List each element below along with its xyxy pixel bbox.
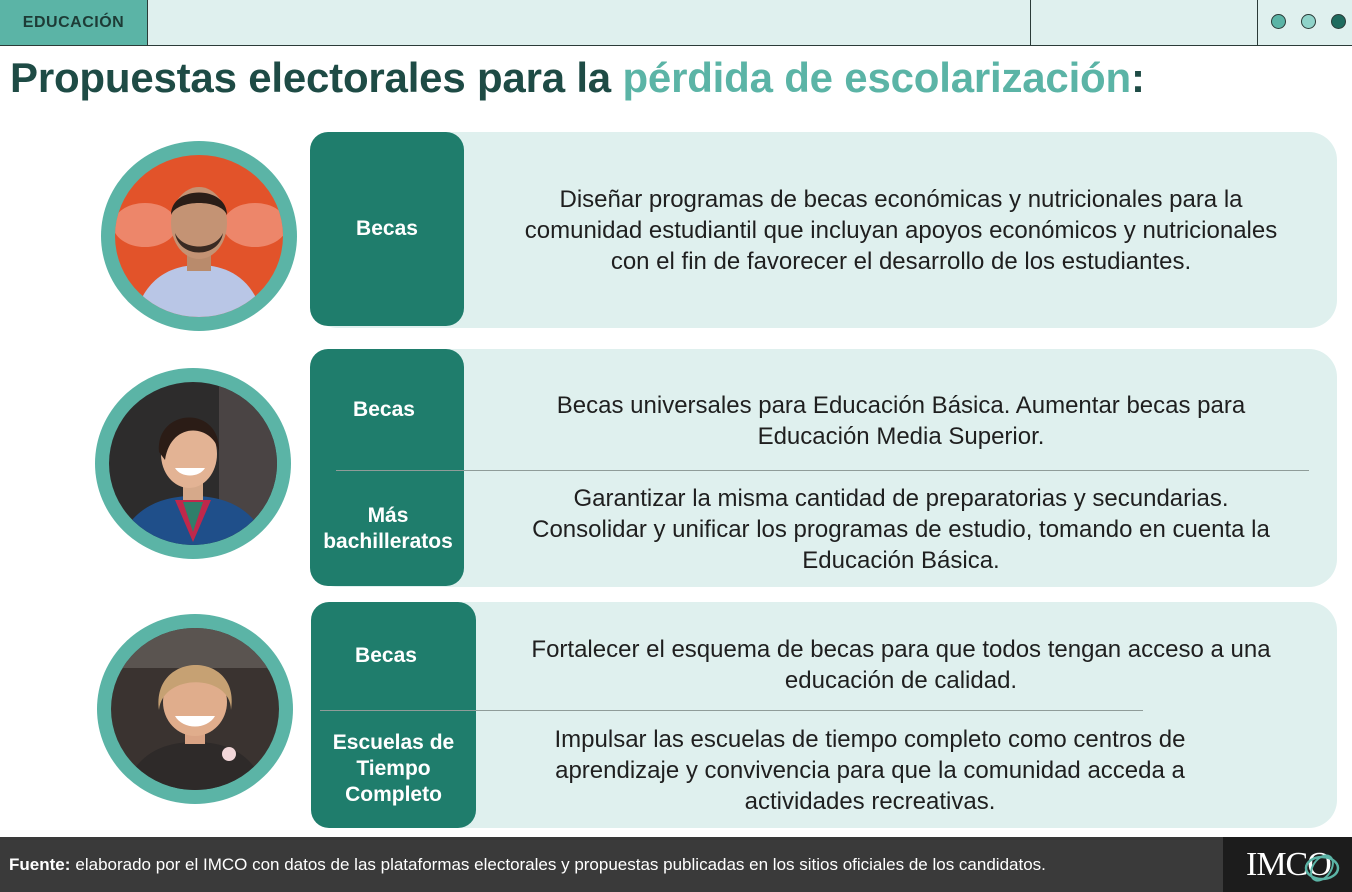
proposal-text: Becas universales para Educación Básica. Aumentar becas para Educación Media Superior. [556,391,1246,450]
candidate-photo [97,614,293,804]
source-note [9,837,1046,892]
dot-icon [1331,14,1346,29]
proposal-text: Fortalecer el esquema de becas para que todos tengan acceso a una educación de calidad. [531,636,1271,694]
imco-logo: IMCO [1246,846,1331,883]
proposal-text: Impulsar las escuelas de tiempo completo como centros de aprendizaje y convivencia para que la comunidad acceda a actividades recreativas. [554,725,1186,815]
dot-icon [1301,14,1316,29]
proposal-label: Más bachilleratos [323,504,453,553]
source-text: elaborado por el IMCO con datos de las plataformas electorales y propuestas publicadas en los sitios oficiales de los candidatos. [75,854,1046,874]
logo-swirl-icon [1302,848,1342,886]
candidate-photo [101,141,297,331]
proposal-label: Becas [353,397,415,421]
footer [0,837,1352,892]
proposal-divider [336,470,1309,471]
source-label: Fuente: [9,854,71,874]
candidate-photo [95,368,291,559]
proposal-label: Escuelas de Tiempo Completo [332,731,455,806]
proposal-label: Becas [355,644,417,667]
page-title [10,54,1145,102]
dot-icon [1271,14,1286,29]
title-main: Propuestas electorales para la [10,54,623,101]
top-bar [0,0,1352,46]
title-end: : [1130,54,1145,101]
top-bar-divider [1030,0,1031,45]
proposal-label: Becas [356,217,418,240]
proposal-text: Garantizar la misma cantidad de preparatorias y secundarias. Consolidar y unificar los programas de estudio, tomando en cuenta la Educación Básica. [532,484,1270,574]
section-tag: EDUCACIÓN [0,0,148,45]
proposal-divider [320,710,1143,711]
top-bar-divider [1257,0,1258,45]
title-accent: pérdida de escolarización [622,54,1131,101]
proposal-text: Diseñar programas de becas económicas y nutricionales para la comunidad estudiantil que incluyan apoyos económicos y nutricionales con el fin de favorecer el desarrollo de los estudiantes. [524,185,1278,275]
